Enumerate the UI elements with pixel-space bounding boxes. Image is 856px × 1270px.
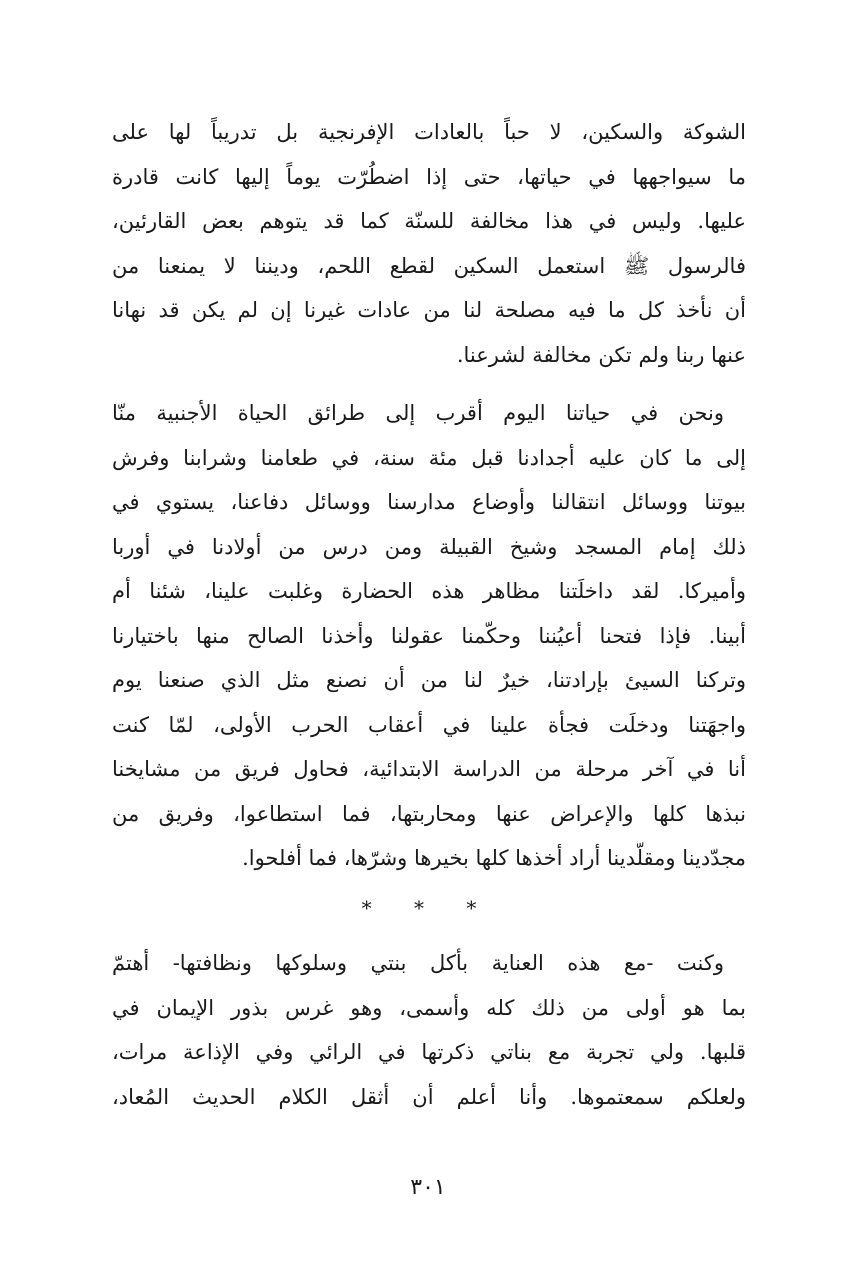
text-line: فالرسول ﷺ استعمل السكين لقطع اللحم، وديننا لا يمنعنا من: [112, 253, 746, 278]
text-line: عنها ربنا ولم تكن مخالفة لشرعنا.: [456, 342, 746, 367]
text-line: ونحن في حياتنا اليوم أقرب إلى طرائق الحياة الأجنبية منّا: [112, 401, 724, 425]
paragraph-3: [112, 941, 746, 1119]
paragraph-2: [112, 391, 746, 881]
text-line: بيوتنا ووسائل انتقالنا وأوضاع مدارسنا ووسائل دفاعنا، يستوي في: [112, 490, 746, 514]
text-line: وكنت -مع هذه العناية بأكل بنتي وسلوكها ونظافتها- أهتمّ: [112, 951, 724, 975]
text-line: أنا في آخر مرحلة من الدراسة الابتدائية، فحاول فريق من مشايخنا: [112, 757, 746, 781]
text-line: مجدّدينا ومقلّدينا أراد أخذها كلها بخيرها وشرّها، فما أفلحوا.: [242, 846, 746, 870]
text-line: ولعلكم سمعتموها. وأنا أعلم أن أثقل الكلام الحديث المُعاد،: [112, 1084, 746, 1109]
text-line: وأميركا. لقد داخلَتنا مظاهر هذه الحضارة وغلبت علينا، شئنا أم: [112, 579, 746, 603]
text-line: بما هو أولى من ذلك كله وأسمى، وهو غرس بذور الإيمان في: [112, 995, 746, 1020]
text-line: وتركنا السيئ بإرادتنا، خيرٌ لنا من أن نصنع مثل الذي صنعنا يوم: [112, 668, 746, 692]
text-line: أن نأخذ كل ما فيه مصلحة لنا من عادات غيرنا إن لم يكن قد نهانا: [112, 298, 746, 322]
text-line: واجهَتنا ودخلَت فجأة علينا في أعقاب الحرب الأولى، لمّا كنت: [112, 712, 746, 737]
text-line: قلبها. ولي تجربة مع بناتي ذكرتها في الرائي وفي الإذاعة مرات،: [112, 1040, 746, 1064]
paragraph-1: [112, 110, 746, 377]
text-line: عليها. وليس في هذا مخالفة للسنّة كما قد يتوهم بعض القارئين،: [112, 209, 746, 233]
text-line: نبذها كلها والإعراض عنها ومحاربتها، فما استطاعوا، وفريق من: [112, 801, 746, 826]
page-number: ٣٠١: [410, 1175, 446, 1200]
text-line: ذلك إمام المسجد وشيخ القبيلة ومن درس من أولادنا في أوربا: [112, 534, 746, 559]
section-separator: * * *: [361, 896, 495, 920]
text-line: ما سيواجهها في حياتها، حتى إذا اضطُرّت يوماً إليها كانت قادرة: [112, 164, 746, 189]
text-line: إلى ما كان عليه أجدادنا قبل مئة سنة، في طعامنا وشرابنا وفرش: [112, 445, 746, 470]
text-line: أبينا. فإذا فتحنا أعيُننا وحكّمنا عقولنا وأخذنا الصالح منها باختيارنا: [112, 623, 746, 648]
text-line: الشوكة والسكين، لا حباً بالعادات الإفرنجية بل تدريباً لها على: [112, 120, 746, 144]
